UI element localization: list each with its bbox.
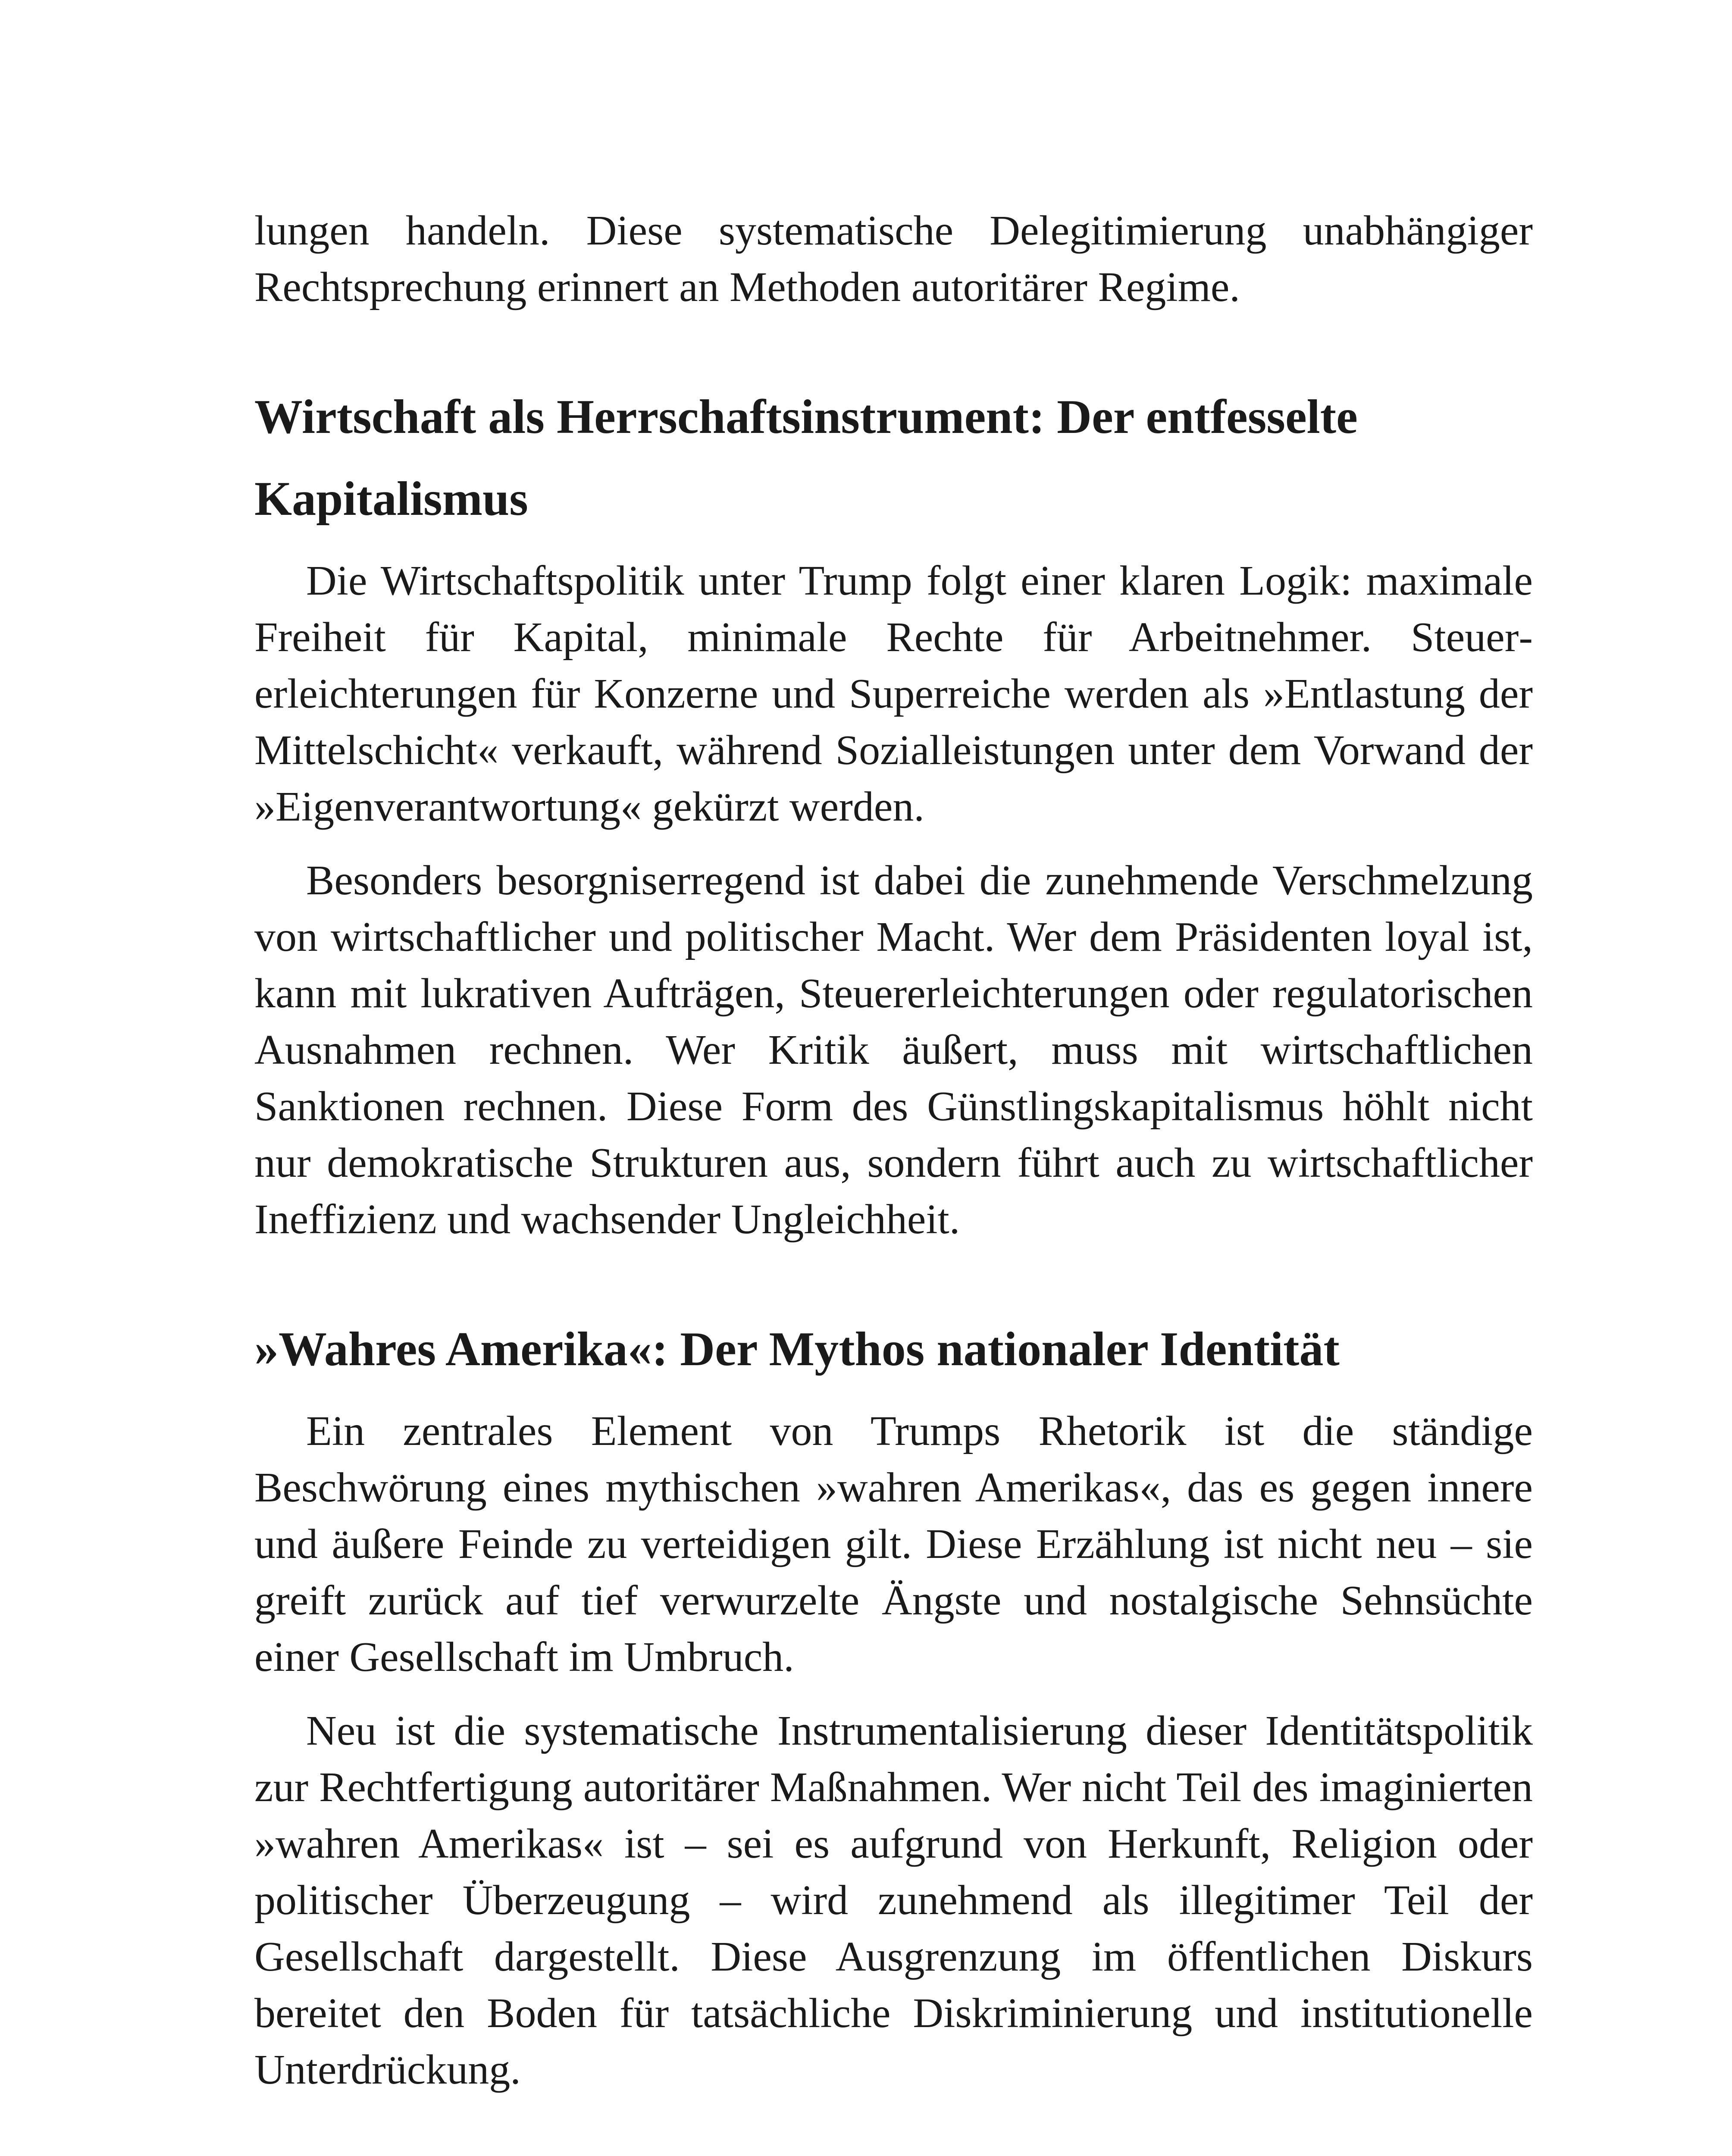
paragraph-economy-2: Besonders besorgniserregend ist dabei die zunehmende Verschmelzung von wirtschaftlicher und politischer Macht. Wer dem Präsidenten loyal ist, kann mit lukrativen Aufträgen, Steuererleichterungen oder regulatorischen Ausnahmen rechnen. Wer Kritik äußert, muss mit wirtschaftlichen Sanktionen rechnen. Diese Form des Günstlingskapitalismus höhlt nicht nur demokratische Strukturen aus, sondern führt auch zu wirtschaftlicher Ineffizienz und wachsender Ungleichheit. <box>254 857 1533 1243</box>
paragraph-economy-1: Die Wirtschaftspolitik unter Trump folgt einer klaren Logik: maximale Freiheit für Kapital, minimale Rechte für Arbeitnehmer. Steuererleichterungen für Konzerne und Superreiche werden als »Entlastung der Mittelschicht« verkauft, während Sozialleistungen unter dem Vorwand der »Eigenverantwortung« gekürzt werden. <box>254 558 1533 830</box>
paragraph-identity-2: Neu ist die systematische Instrumentalisierung dieser Identitätspolitik zur Rechtfertigung autoritärer Maßnahmen. Wer nicht Teil des imaginierten »wahren Amerikas« ist – sei es aufgrund von Herkunft, Religion oder politischer Überzeugung – wird zunehmend als illegitimer Teil der Gesellschaft dargestellt. Diese Ausgrenzung im öffentlichen Diskurs bereitet den Boden für tatsächliche Diskriminierung und institutionelle Unterdrückung. <box>254 1708 1533 2093</box>
section-heading-identity: »Wahres Amerika«: Der Mythos nationaler Identität <box>254 1322 1340 1376</box>
section-heading-economy: Wirtschaft als Herrschaftsinstrument: Der entfesselte Kapitalismus <box>254 390 1358 526</box>
page-body <box>254 203 1533 2098</box>
paragraph-identity-1: Ein zentrales Element von Trumps Rhetorik ist die ständige Beschwörung eines mythischen »wahren Amerikas«, das es gegen innere und äußere Feinde zu verteidigen gilt. Diese Erzählung ist nicht neu – sie greift zurück auf tief verwurzelte Ängste und nostalgische Sehnsüchte einer Gesellschaft im Umbruch. <box>254 1408 1533 1680</box>
continuation-paragraph: lungen handeln. Diese systematische Delegitimierung unabhängiger Rechtsprechung erinnert an Methoden autoritärer Regime. <box>254 207 1533 310</box>
